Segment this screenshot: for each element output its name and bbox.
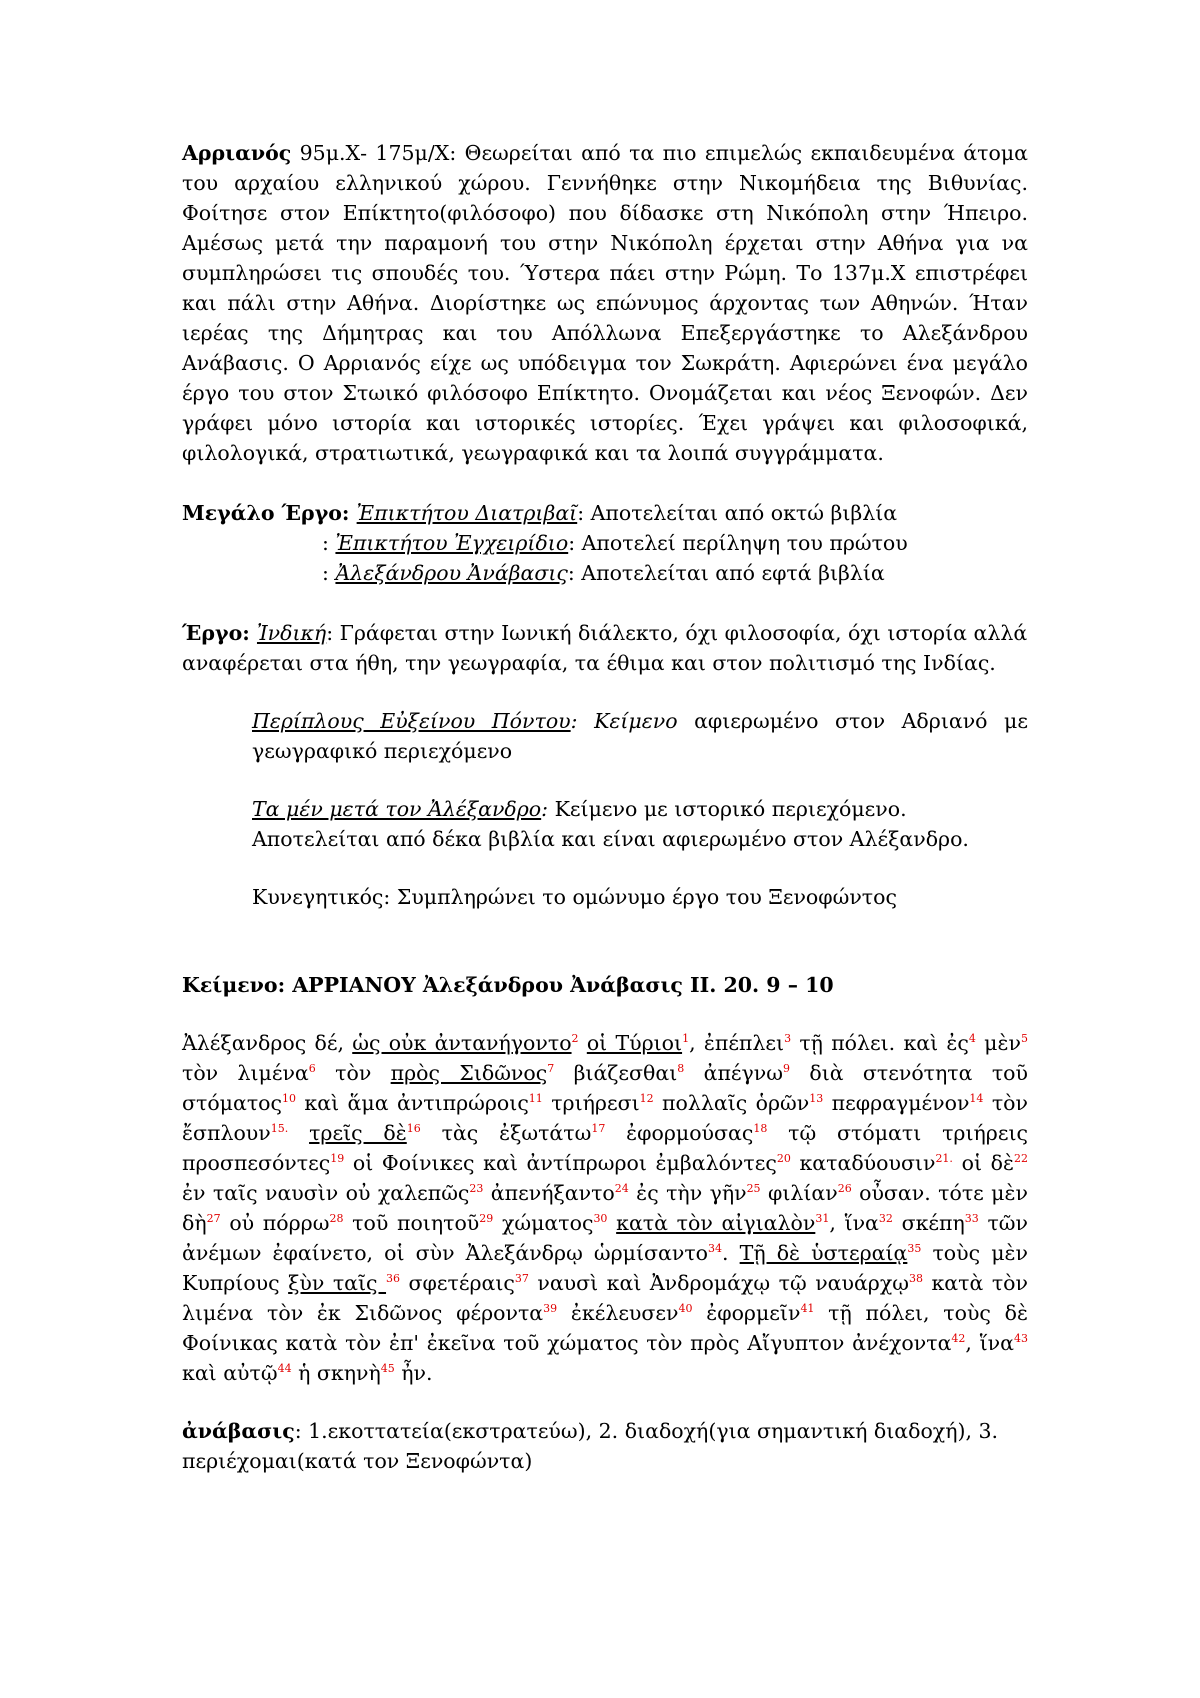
- anabasis-word: ἀνάβασις: [182, 1419, 295, 1443]
- anabasis-note: [182, 1416, 1028, 1476]
- meta-desc: Κείμενο με ιστορικό περιεχόμενο. Αποτελείται από δέκα βιβλία και είναι αφιερωμένο στον Αλέξανδρο.: [252, 797, 969, 851]
- major-work-title: Ἐπικτήτου Ἐγχειρίδιο: [335, 531, 569, 555]
- kynegetikos-paragraph: Κυνεγητικός: Συμπληρώνει το ομώνυμο έργο του Ξενοφώντος: [252, 885, 897, 909]
- indike-title: Ἰνδική: [256, 621, 327, 645]
- meta-alexandron-paragraph: Τα μέν μετά τον Ἀλέξανδρο: Κείμενο με ιστορικό περιεχόμενο. Αποτελείται από δέκα βιβλία και είναι αφιερωμένο στον Αλέξανδρο.: [252, 797, 969, 851]
- major-works-section: Μεγάλο Έργο: Ἐπικτήτου Διατριβαῖ: Αποτελείται από οκτώ βιβλία : Ἐπικτήτου Ἐγχειρίδιο: Αποτελεί περίληψη του πρώτου : Ἀλεξάνδρου Ἀνάβασις: Αποτελείται από εφτά βιβλία: [182, 501, 908, 585]
- periplous-title: Περίπλους Εὐξείνου Πόντου: [252, 709, 571, 733]
- major-work-prefix: :: [322, 561, 336, 585]
- document-page: [182, 138, 1028, 1476]
- major-work-title: Ἐπικτήτου Διατριβαῖ: [356, 501, 578, 525]
- works-paragraph: Έργο: Ἰνδική: Γράφεται στην Ιωνική διάλεκτο, όχι φιλοσοφία, όχι ιστορία αλλά αναφέρεται στα ήθη, την γεωγραφία, τα έθιμα και στον πολιτισμό της Ινδίας.: [182, 621, 1028, 675]
- periplous-paragraph: Περίπλους Εὐξείνου Πόντου: Κείμενο αφιερωμένο στον Αδριανό με γεωγραφικό περιεχόμενο: [252, 709, 1028, 763]
- greek-passage: Ἀλέξανδρος δέ, ὡς οὐκ ἀντανήγοντο$^2$ οἱ Τύριοι$^1$, ἐπέπλει$^3$ τῇ πόλει. καὶ ἐς$^4$ μὲν$^5$ τὸν λιμένα$^6$ τὸν πρὸς Σιδῶνος$^7$ βιάζεσθαι$^8$ ἀπέγνω$^9$ διὰ στενότητα τοῦ στόματος$^{10}$ καὶ ἅμα ἀντιπρώροις$^{11}$ τριήρεσι$^{12}$ πολλαῖς ὁρῶν$^{13}$ πεφραγμένον$^{14}$ τὸν ἔσπλουν$^{15.}$ τρεῖς δὲ$^{16}$ τὰς ἐξωτάτω$^{17}$ ἐφορμούσας$^{18}$ τῷ στόματι τριήρεις προσπεσόντες$^{19}$ οἱ Φοίνικες καὶ ἀντίπρωροι ἐμβαλόντες$^{20}$ καταδύουσιν$^{21.}$ οἱ δὲ$^{22}$ ἐν ταῖς ναυσὶν οὐ χαλεπῶς$^{23}$ ἀπενήξαντο$^{24}$ ἐς τὴν γῆν$^{25}$ φιλίαν$^{26}$ οὖσαν. τότε μὲν δὴ$^{27}$ οὐ πόρρω$^{28}$ τοῦ ποιητοῦ$^{29}$ χώματος$^{30}$ κατὰ τὸν αἰγιαλὸν$^{31}$, ἵνα$^{32}$ σκέπη$^{33}$ τῶν ἀνέμων ἐφαίνετο, οἱ σὺν Ἀλεξάνδρῳ ὡρμίσαντο$^{34}$. Τῇ δὲ ὑστεραίᾳ$^{35}$ τοὺς μὲν Κυπρίους ξὺν ταῖς $^{36}$ σφετέραις$^{37}$ ναυσὶ καὶ Ἀνδρομάχῳ τῷ ναυάρχῳ$^{38}$ κατὰ τὸν λιμένα τὸν ἐκ Σιδῶνος φέροντα$^{39}$ ἐκέλευσεν$^{40}$ ἐφορμεῖν$^{41}$ τῇ πόλει, τοὺς δὲ Φοίνικας κατὰ τὸν ἐπ' ἐκεῖνα τοῦ χώματος τὸν πρὸς Αἴγυπτον ἀνέχοντα$^{42}$, ἵνα$^{43}$ καὶ αὐτῷ$^{44}$ ἡ σκηνὴ$^{45}$ ἦν.: [182, 1031, 1029, 1385]
- periplous-mid: Κείμενο: [594, 709, 678, 733]
- major-work-prefix: :: [322, 531, 336, 555]
- major-work-desc: : Αποτελείται από εφτά βιβλία: [567, 561, 885, 585]
- text-heading-prefix: Κείμενο:: [182, 973, 293, 997]
- major-work-title: Ἀλεξάνδρου Ἀνάβασις: [335, 561, 568, 585]
- major-works-label: Μεγάλο Έργο: [182, 501, 342, 525]
- indike-desc: : Γράφεται στην Ιωνική διάλεκτο, όχι φιλοσοφία, όχι ιστορία αλλά αναφέρεται στα ήθη, την γεωγραφία, τα έθιμα και στον πολιτισμό της Ινδίας.: [182, 621, 1028, 675]
- anabasis-definition: : 1.εκοττατεία(εκστρατεύω), 2. διαδοχή(για σημαντική διαδοχή), 3. περιέχομαι(κατά τον Ξενοφώντα): [182, 1419, 999, 1473]
- periplous-desc: αφιερωμένο στον Αδριανό με γεωγραφικό περιεχόμενο: [252, 709, 1028, 763]
- meta-title: Τα μέν μετά τον Ἀλέξανδρο: [252, 797, 542, 821]
- bio-paragraph: [182, 138, 1028, 468]
- text-heading-title: ΑΡΡΙΑΝΟΥ Ἀλεξάνδρου Ἀνάβασις ΙΙ. 20. 9 – 10: [292, 973, 834, 997]
- author-name: Αρριανός: [182, 141, 292, 165]
- major-work-desc: : Αποτελεί περίληψη του πρώτου: [568, 531, 908, 555]
- works-label: Έργο: [182, 621, 243, 645]
- bio-text: 95μ.Χ- 175μ/Χ: Θεωρείται από τα πιο επιμελώς εκπαιδευμένα άτομα του αρχαίου ελληνικού χώρου. Γεννήθηκε στην Νικομήδεια της Βιθυνίας. Φοίτησε στον Επίκτητο(φιλόσοφο) που δίδασκε στη Νικόπολη στην Ήπειρο. Αμέσως μετά την παραμονή του στην Νικόπολη έρχεται στην Αθήνα για να συμπληρώσει τις σπουδές του. Ύστερα πάει στην Ρώμη. Το 137μ.Χ επιστρέφει και πάλι στην Αθήνα. Διορίστηκε ως επώνυμος άρχοντας των Αθηνών. Ήταν ιερέας της Δήμητρας και του Απόλλωνα Επεξεργάστηκε το Αλεξάνδρου Ανάβασις. Ο Αρριανός είχε ως υπόδειγμα τον Σωκράτη. Αφιερώνει ένα μεγάλο έργο του στον Στωικό φιλόσοφο Επίκτητο. Ονομάζεται και νέος Ξενοφών. Δεν γράφει μόνο ιστορία και ιστορικές ιστορίες. Έχει γράψει και φιλοσοφικά, φιλολογικά, στρατιωτικά, γεωγραφικά και τα λοιπά συγγράμματα.: [182, 141, 1028, 465]
- major-work-desc: : Αποτελείται από οκτώ βιβλία: [577, 501, 898, 525]
- text-heading: [182, 970, 1028, 1000]
